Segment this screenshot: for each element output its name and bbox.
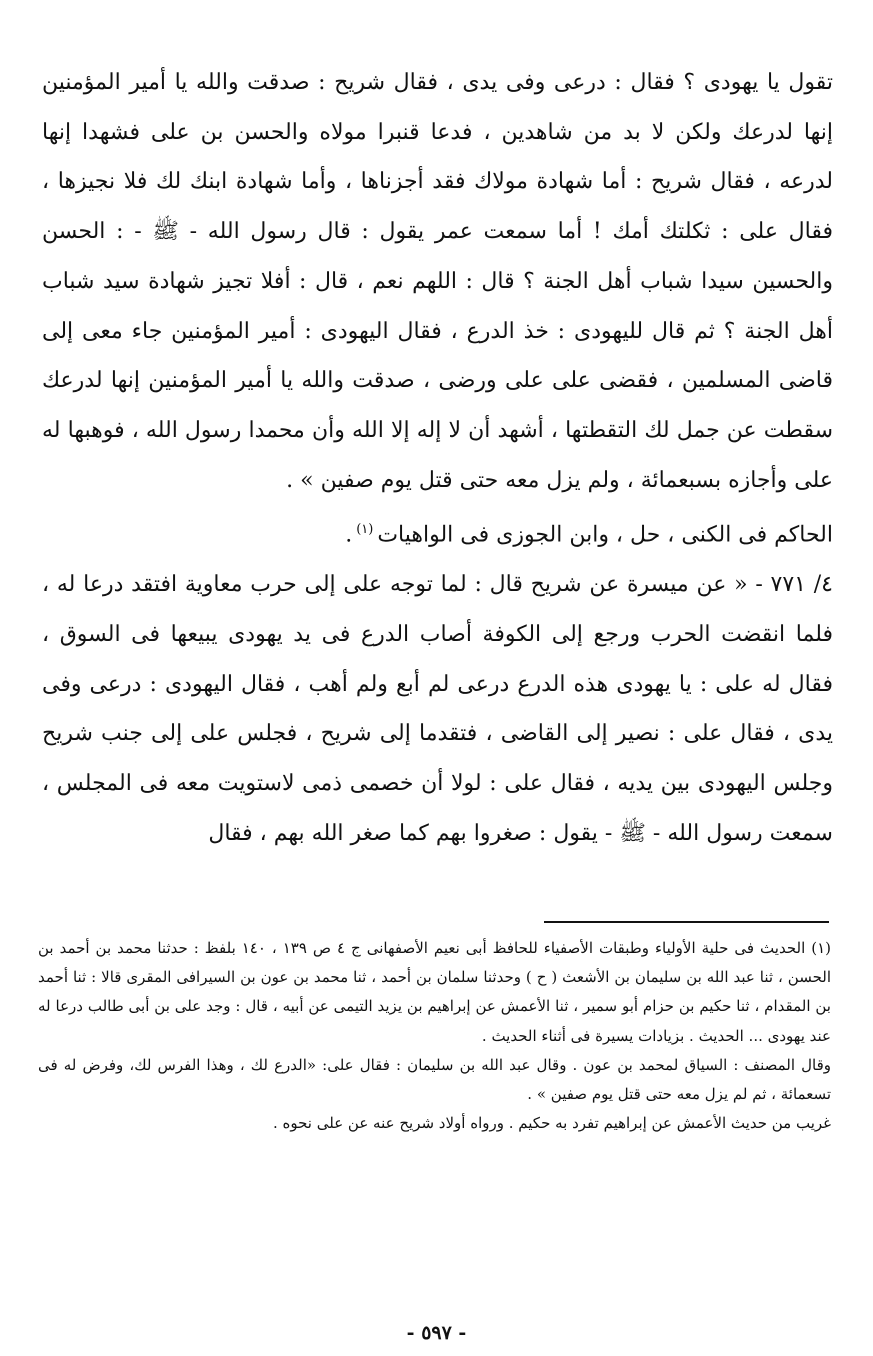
attribution-line: الحاكم فى الكنى ، حل ، وابن الجوزى فى الواهيات$^{(١)}$. [345,522,833,548]
narration-paragraph-1: تقول يا يهودى ؟ فقال : درعى وفى يدى ، فقال شريح : صدقت والله يا أمير المؤمنين إنها لدرعك ولكن لا بد من شاهدين ، فدعا قنبرا مولاه والحسن بن على فشهدا إنها لدرعه ، فقال شريح : أما شهادة مولاك فقد أجزناها ، وأما شهادة ابنك لك فلا نجيزها ، فقال على : ثكلتك أمك ! أما سمعت عمر يقول : قال رسول الله - ﷺ - : الحسن والحسين سيدا شباب أهل الجنة ؟ قال : اللهم نعم ، قال : أفلا تجيز شهادة سيد شباب أهل الجنة ؟ ثم قال لليهودى : خذ الدرع ، فقال اليهودى : أمير المؤمنين جاء معى إلى قاضى المسلمين ، فقضى على على ورضى ، صدقت والله يا أمير المؤمنين إنها لدرعك سقطت عن جمل لك التقطتها ، أشهد أن لا إله إلا الله وأن محمدا رسول الله ، فوهبها له على وأجازه بسبعمائة ، ولم يزل معه حتى قتل يوم صفين » . [42,70,833,493]
attribution-text: الحاكم فى الكنى ، حل ، وابن الجوزى فى الواهيات [377,522,833,548]
footnote-reference[interactable]: (١) [356,522,374,538]
footnote-1: (١) الحديث فى حلية الأولياء وطبقات الأصفياء للحافظ أبى نعيم الأصفهانى ج ٤ ص ١٣٩ ، ١٤٠ بلفظ : حدثنا محمد بن أحمد بن الحسن ، ثنا عبد الله بن سليمان بن الأشعث ( ح ) وحدثنا سلمان بن أحمد ، ثنا محمد بن عون بن السيرافى المقرى قالا : ثنا أحمد بن المقدام ، ثنا حكيم بن حزام أبو سمير ، ثنا الأعمش عن إبراهيم بن يزيد التيمى عن أبيه ، قال : وجد على بن أبى طالب درعا له عند يهودى ... الحديث . بزيادات يسيرة فى أثناء الحديث . [38,939,831,1045]
footnotes-section [38,934,831,1138]
footnote-2: وقال المصنف : السياق لمحمد بن عون . وقال عبد الله بن سليمان : فقال على: «الدرع لك ، وهذا الفرس لك، وفرض له فى تسعمائة ، ثم لم يزل معه حتى قتل يوم صفين » . [38,1055,831,1104]
page-number: - ٥٩٧ - [406,1322,467,1344]
narration-paragraph-2: ٤/ ٧٧١ - « عن ميسرة عن شريح قال : لما توجه على إلى حرب معاوية افتقد درعا له ، فلما انقضت الحرب ورجع إلى الكوفة أصاب الدرع فى يد يهودى يبيعها فى السوق ، فقال له على : يا يهودى هذه الدرع درعى لم أبع ولم أهب ، فقال اليهودى : درعى وفى يدى ، فقال على : نصير إلى القاضى ، فتقدما إلى شريح ، فجلس على إلى جنب شريح وجلس اليهودى بين يديه ، فقال على : لولا أن خصمى ذمى لاستويت معه فى المجلس ، سمعت رسول الله - ﷺ - يقول : صغروا بهم كما صغر الله بهم ، فقال [42,572,833,846]
main-text [42,58,833,859]
footnote-separator [544,921,829,923]
footnote-3: غريب من حديث الأعمش عن إبراهيم تفرد به حكيم . ورواه أولاد شريح عنه عن على نحوه . [272,1114,831,1133]
